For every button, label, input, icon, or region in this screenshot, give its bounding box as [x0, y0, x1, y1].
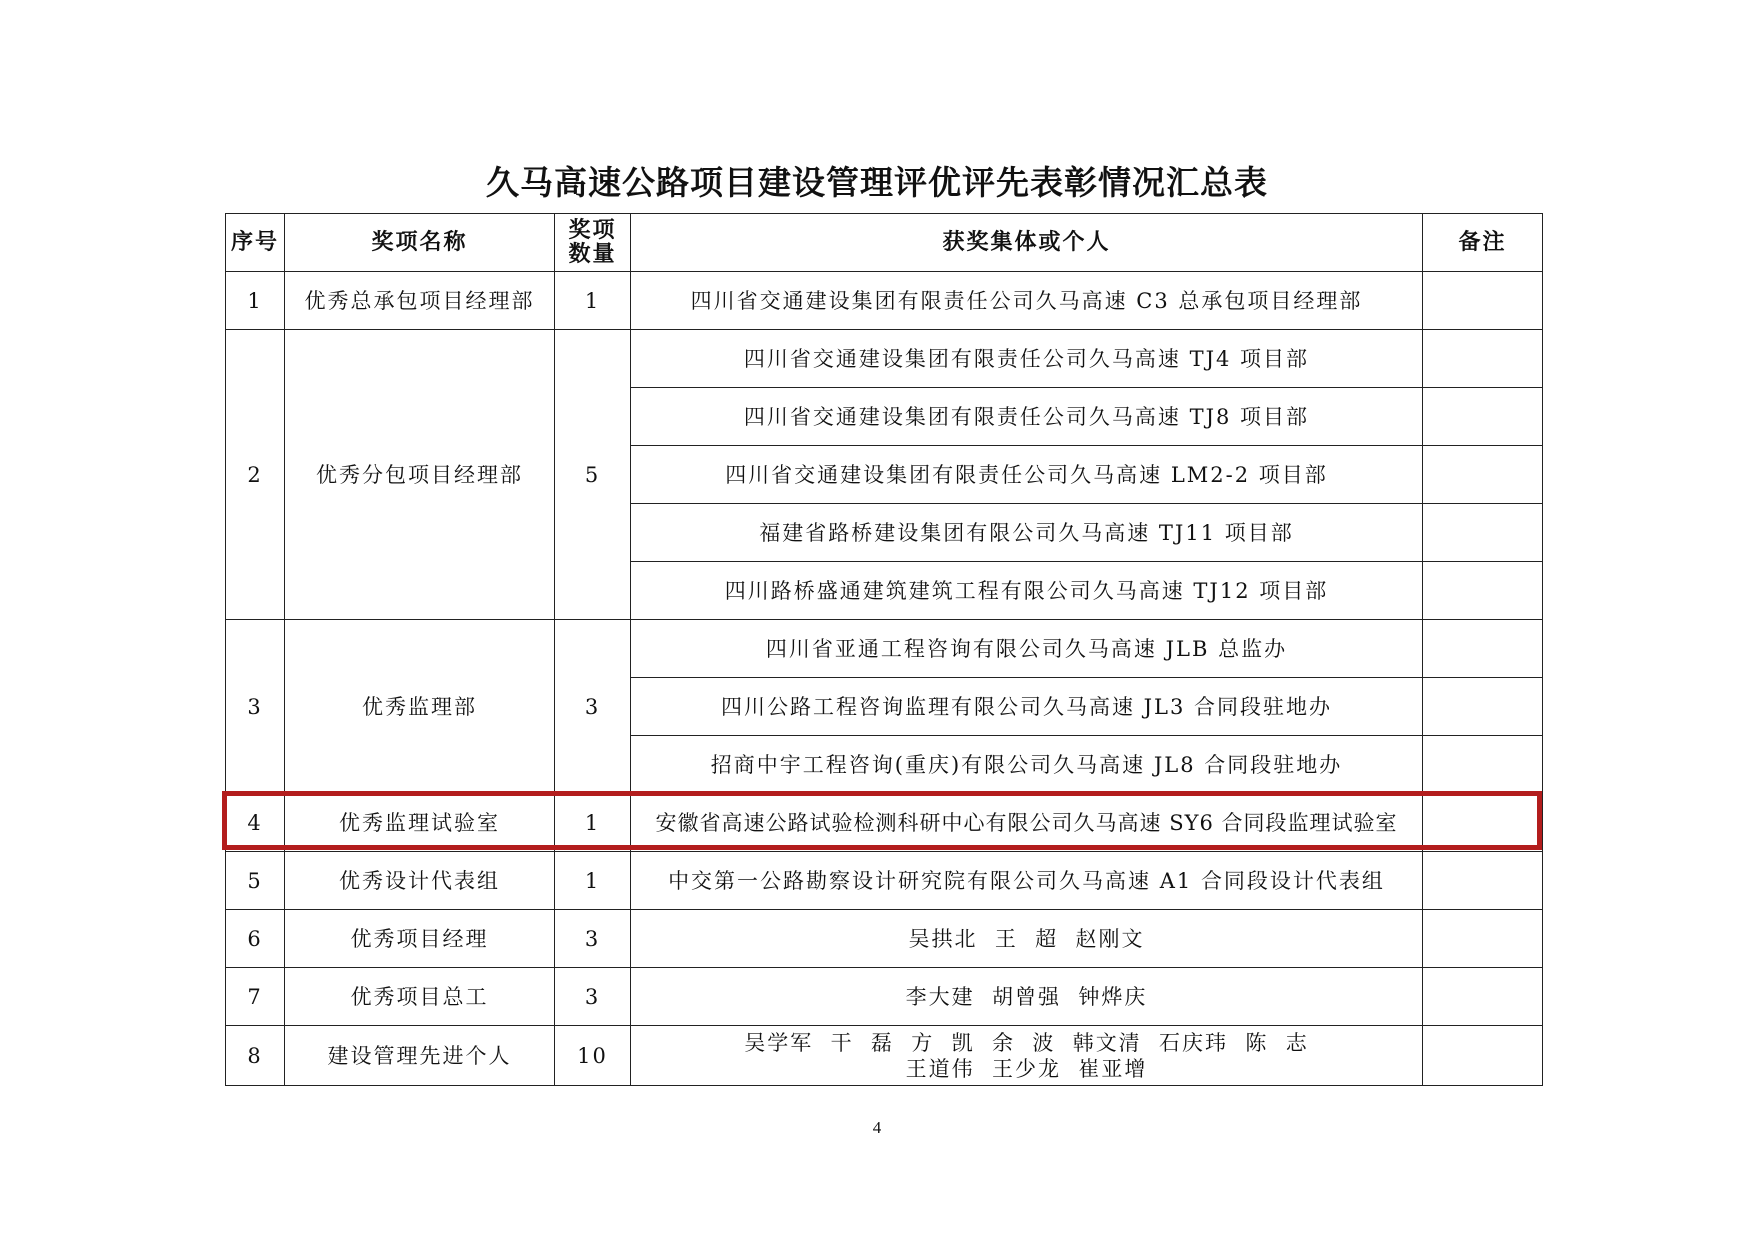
cell-award: 优秀项目总工: [285, 968, 555, 1026]
winner-names-line2: 王道伟 王少龙 崔亚增: [905, 1056, 1148, 1081]
cell-winner: 招商中宇工程咨询(重庆)有限公司久马高速 JL8 合同段驻地办: [631, 736, 1423, 794]
table-row: [226, 852, 1543, 910]
cell-winner: 安徽省高速公路试验检测科研中心有限公司久马高速 SY6 合同段监理试验室: [631, 794, 1423, 852]
cell-remark: [1423, 562, 1543, 620]
cell-winner: 四川省交通建设集团有限责任公司久马高速 LM2-2 项目部: [631, 446, 1423, 504]
cell-winner: 吴拱北 王 超 赵刚文: [631, 910, 1423, 968]
header-seq: 序号: [226, 214, 285, 272]
cell-remark: [1423, 388, 1543, 446]
cell-award: 优秀分包项目经理部: [285, 330, 555, 620]
header-winner: 获奖集体或个人: [631, 214, 1423, 272]
cell-count: 3: [555, 910, 631, 968]
cell-remark: [1423, 504, 1543, 562]
table-header-row: [226, 214, 1543, 272]
cell-remark: [1423, 1026, 1543, 1086]
cell-award: 优秀项目经理: [285, 910, 555, 968]
cell-count: 1: [555, 272, 631, 330]
cell-seq: 4: [226, 794, 285, 852]
cell-winner: 四川公路工程咨询监理有限公司久马高速 JL3 合同段驻地办: [631, 678, 1423, 736]
table-row: [226, 910, 1543, 968]
header-count-line1: 奖项: [568, 217, 617, 243]
cell-remark: [1423, 910, 1543, 968]
cell-seq: 5: [226, 852, 285, 910]
cell-remark: [1423, 968, 1543, 1026]
row-highlight-box: [222, 791, 1542, 850]
page-number: 4: [872, 1118, 882, 1137]
cell-award: 建设管理先进个人: [285, 1026, 555, 1086]
cell-remark: [1423, 678, 1543, 736]
cell-winner: 中交第一公路勘察设计研究院有限公司久马高速 A1 合同段设计代表组: [631, 852, 1423, 910]
cell-award: 优秀监理部: [285, 620, 555, 794]
cell-seq: 6: [226, 910, 285, 968]
cell-remark: [1423, 272, 1543, 330]
cell-count: 3: [555, 620, 631, 794]
cell-winner: 四川省交通建设集团有限责任公司久马高速 TJ8 项目部: [631, 388, 1423, 446]
cell-award: 优秀监理试验室: [285, 794, 555, 852]
table-row: [226, 272, 1543, 330]
cell-remark: [1423, 446, 1543, 504]
table-row: [226, 968, 1543, 1026]
cell-award: 优秀设计代表组: [285, 852, 555, 910]
cell-winner: 福建省路桥建设集团有限公司久马高速 TJ11 项目部: [631, 504, 1423, 562]
table-row: [226, 1026, 1543, 1086]
award-table: [225, 213, 1543, 1086]
cell-winner: 四川省亚通工程咨询有限公司久马高速 JLB 总监办: [631, 620, 1423, 678]
cell-remark: [1423, 620, 1543, 678]
cell-winner: 四川省交通建设集团有限责任公司久马高速 C3 总承包项目经理部: [631, 272, 1423, 330]
cell-winner: 四川路桥盛通建筑建筑工程有限公司久马高速 TJ12 项目部: [631, 562, 1423, 620]
cell-count: 1: [555, 794, 631, 852]
header-remark: 备注: [1423, 214, 1543, 272]
cell-winner: [631, 1026, 1423, 1086]
cell-winner: 四川省交通建设集团有限责任公司久马高速 TJ4 项目部: [631, 330, 1423, 388]
document-title: 久马高速公路项目建设管理评优评先表彰情况汇总表: [486, 163, 1268, 202]
cell-seq: 8: [226, 1026, 285, 1086]
winner-names-line1: 吴学军 干 磊 方 凯 余 波 韩文清 石庆玮 陈 志: [744, 1030, 1309, 1055]
cell-seq: 3: [226, 620, 285, 794]
cell-award: 优秀总承包项目经理部: [285, 272, 555, 330]
cell-seq: 1: [226, 272, 285, 330]
cell-count: 3: [555, 968, 631, 1026]
cell-count: 5: [555, 330, 631, 620]
table-row: [226, 620, 1543, 678]
cell-seq: 2: [226, 330, 285, 620]
header-award-name: 奖项名称: [285, 214, 555, 272]
cell-count: 10: [555, 1026, 631, 1086]
cell-winner: 李大建 胡曾强 钟烨庆: [631, 968, 1423, 1026]
cell-seq: 7: [226, 968, 285, 1026]
cell-remark: [1423, 852, 1543, 910]
cell-remark: [1423, 736, 1543, 794]
cell-count: 1: [555, 852, 631, 910]
header-count: [555, 214, 631, 272]
header-count-line2: 数量: [568, 241, 617, 267]
table-row: [226, 330, 1543, 388]
cell-remark: [1423, 330, 1543, 388]
